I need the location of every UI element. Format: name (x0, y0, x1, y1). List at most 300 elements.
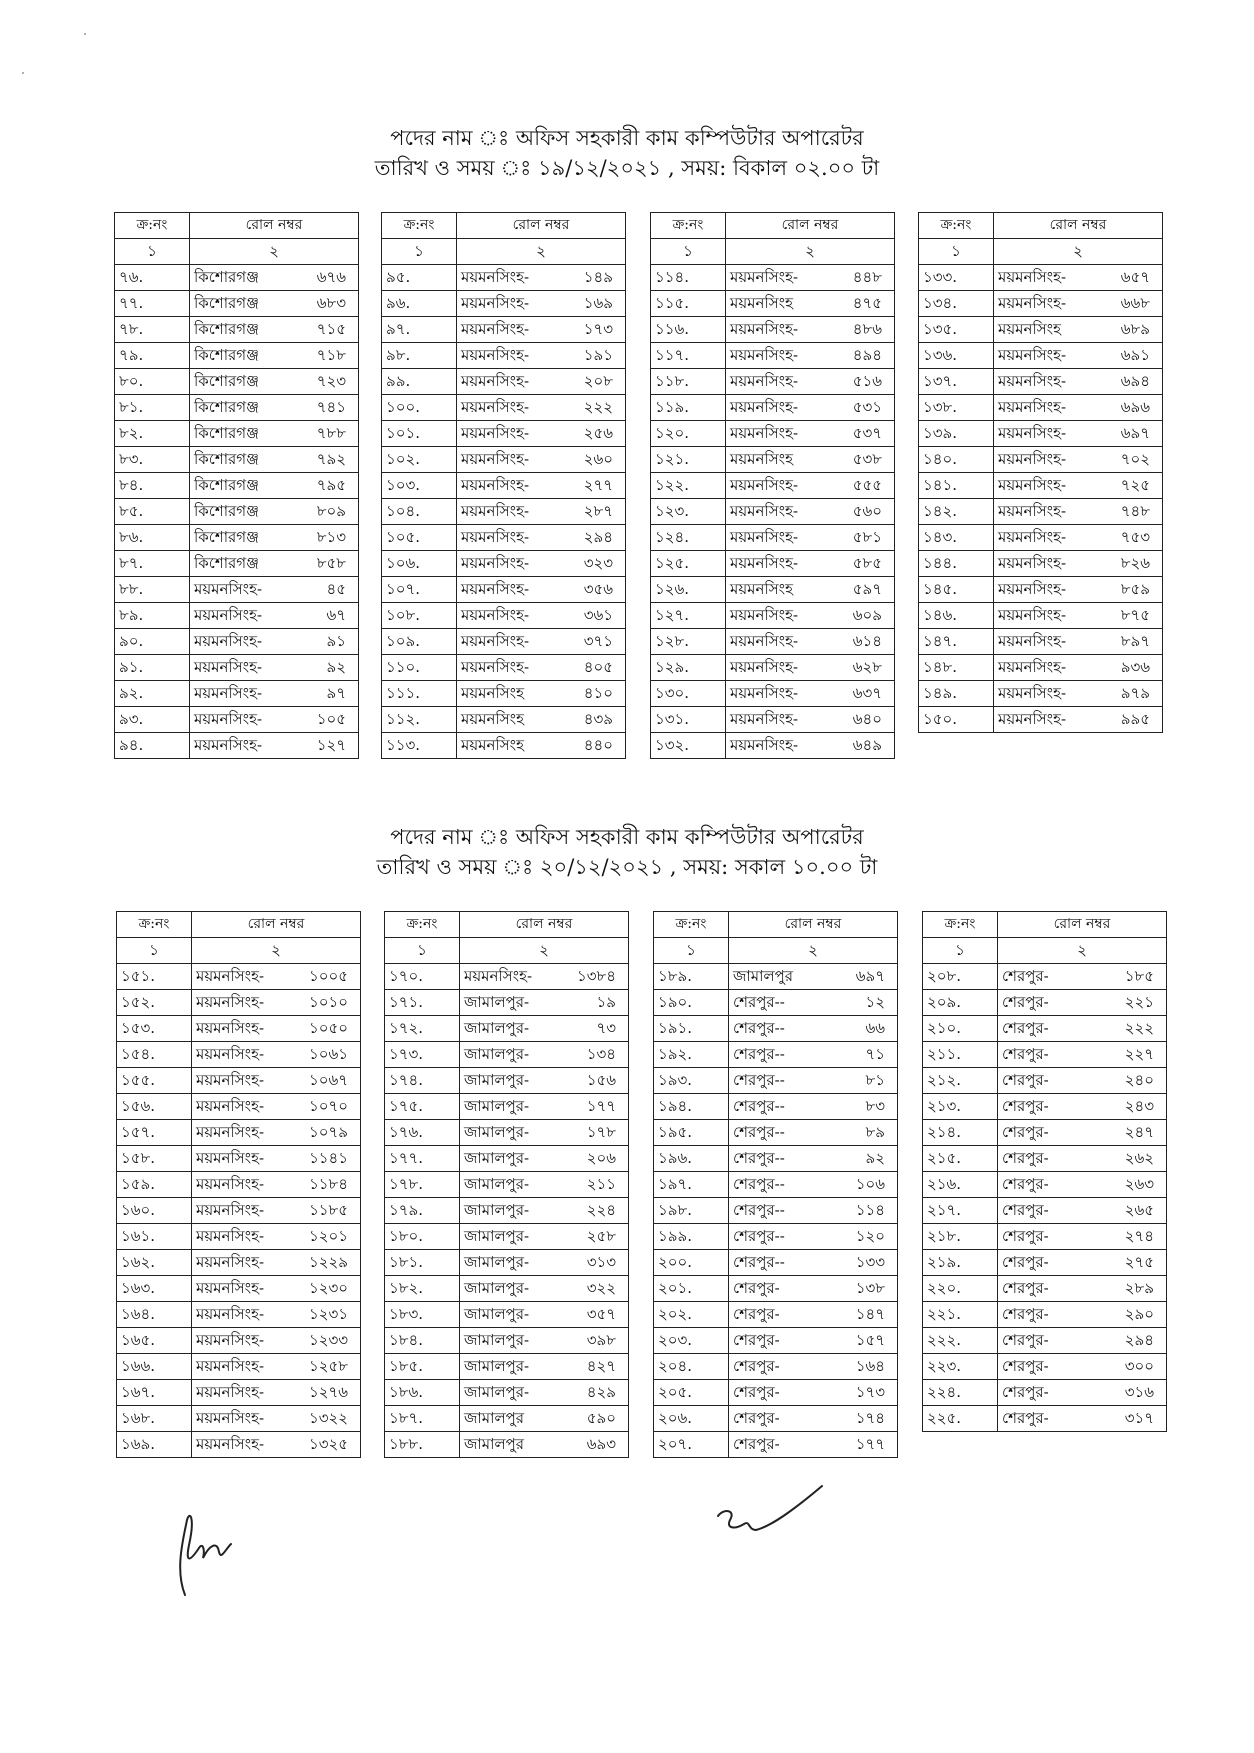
roll-number: ১৩২২ (309, 1409, 348, 1427)
serial-number: ১০৯. (382, 629, 457, 655)
roll-number: ১৩৮ (855, 1279, 885, 1297)
district-name: ময়মনসিংহ (461, 710, 524, 728)
roll-number-cell (726, 681, 895, 707)
district-name: ময়মনসিংহ- (730, 502, 799, 520)
district-name: কিশোরগঞ্জ (194, 450, 259, 468)
roll-number-cell (192, 1016, 361, 1042)
table-row (651, 369, 895, 395)
serial-number: ১১৩. (382, 733, 457, 759)
table-row (115, 395, 359, 421)
roll-table (381, 212, 626, 759)
roll-number: ৫১৬ (852, 372, 882, 390)
column-index: ১ (919, 239, 994, 265)
district-name: শেরপুর-- (733, 1201, 785, 1219)
table-row (117, 964, 361, 990)
header-row (919, 213, 1163, 239)
serial-number: ১০৬. (382, 551, 457, 577)
roll-number: ৮৭৫ (1120, 606, 1150, 624)
district-name: ময়মনসিংহ- (730, 398, 799, 416)
table-row (919, 707, 1163, 733)
roll-number-cell (190, 655, 359, 681)
roll-number: ৭৯৫ (316, 476, 346, 494)
roll-number-cell (729, 1016, 898, 1042)
serial-number: ৯৩. (115, 707, 190, 733)
table-row (117, 1172, 361, 1198)
serial-header: ক্র:নং (919, 213, 994, 239)
roll-number: ৭৪১ (316, 398, 346, 416)
roll-number-cell (994, 473, 1163, 499)
district-name: জামালপুর- (464, 993, 530, 1011)
roll-number: ১২৩৩ (309, 1331, 348, 1349)
roll-number: ৩৬১ (583, 606, 613, 624)
roll-number-cell (457, 291, 626, 317)
district-name: শেরপুর- (1002, 1253, 1049, 1271)
district-name: ময়মনসিংহ- (464, 967, 533, 985)
district-name: শেরপুর- (733, 1435, 780, 1453)
roll-number: ১১৮৪ (309, 1175, 348, 1193)
table-row (382, 681, 626, 707)
serial-number: ১৯১. (654, 1016, 729, 1042)
roll-number: ২৪৭ (1124, 1123, 1154, 1141)
serial-number: ১৮০. (385, 1224, 460, 1250)
serial-number: ১৩২. (651, 733, 726, 759)
table-row (117, 1302, 361, 1328)
serial-number: ১৭৩. (385, 1042, 460, 1068)
serial-number: ১৮৬. (385, 1380, 460, 1406)
roll-number-cell (460, 1276, 629, 1302)
roll-number: ২৪৩ (1124, 1097, 1154, 1115)
roll-number-cell (998, 1328, 1167, 1354)
roll-number-cell (457, 343, 626, 369)
roll-number: ১১৮৫ (309, 1201, 348, 1219)
table-row (117, 1250, 361, 1276)
table-row (117, 1224, 361, 1250)
table-row (654, 1016, 898, 1042)
district-name: শেরপুর- (733, 1279, 780, 1297)
column-index: ২ (729, 938, 898, 964)
table-row (654, 964, 898, 990)
roll-number-cell (190, 551, 359, 577)
roll-number-cell (729, 1042, 898, 1068)
roll-number: ১০৬ (855, 1175, 885, 1193)
table-row (117, 1380, 361, 1406)
serial-number: ১১৯. (651, 395, 726, 421)
table-row (382, 473, 626, 499)
serial-number: ১৪৪. (919, 551, 994, 577)
district-name: ময়মনসিংহ- (461, 554, 530, 572)
roll-number-cell (190, 447, 359, 473)
district-name: শেরপুর- (1002, 1409, 1049, 1427)
district-name: ময়মনসিংহ- (730, 736, 799, 754)
roll-number: ১৭৮ (586, 1123, 616, 1141)
table-row (115, 447, 359, 473)
roll-number-cell (460, 1198, 629, 1224)
serial-number: ১১১. (382, 681, 457, 707)
serial-number: ৯৬. (382, 291, 457, 317)
roll-number-cell (729, 1120, 898, 1146)
table-row (919, 499, 1163, 525)
serial-number: ১০৩. (382, 473, 457, 499)
roll-number-cell (729, 1068, 898, 1094)
table-row (654, 1276, 898, 1302)
table-row (385, 990, 629, 1016)
roll-table (922, 911, 1167, 1432)
roll-number-cell (190, 395, 359, 421)
table-row (385, 1120, 629, 1146)
district-name: কিশোরগঞ্জ (194, 268, 259, 286)
serial-number: ৮৮. (115, 577, 190, 603)
district-name: শেরপুর-- (733, 1071, 785, 1089)
table-row (385, 1380, 629, 1406)
serial-number: ১৬৪. (117, 1302, 192, 1328)
roll-number: ১৩৪ (586, 1045, 616, 1063)
serial-header: ক্র:নং (923, 912, 998, 938)
table-row (115, 707, 359, 733)
roll-number-header: রোল নম্বর (190, 213, 359, 239)
table-row (117, 1016, 361, 1042)
roll-number-cell (457, 525, 626, 551)
table-row (923, 1406, 1167, 1432)
table-row (923, 1328, 1167, 1354)
roll-number-cell (994, 603, 1163, 629)
roll-number: ৬৪০ (852, 710, 882, 728)
district-name: জামালপুর- (464, 1175, 530, 1193)
roll-number-cell (192, 1042, 361, 1068)
table-row (651, 473, 895, 499)
serial-number: ১৪৬. (919, 603, 994, 629)
table-row (651, 343, 895, 369)
district-name: জামালপুর- (464, 1253, 530, 1271)
district-name: শেরপুর-- (733, 1045, 785, 1063)
roll-number: ২২২ (1124, 1019, 1154, 1037)
roll-number: ২৯৪ (1124, 1331, 1154, 1349)
roll-number: ৩৫৭ (586, 1305, 616, 1323)
roll-table (918, 212, 1163, 733)
serial-number: ১২৯. (651, 655, 726, 681)
district-name: ময়মনসিংহ- (196, 1201, 265, 1219)
serial-number: ২০৪. (654, 1354, 729, 1380)
serial-number: ১৬৭. (117, 1380, 192, 1406)
table-row (654, 1068, 898, 1094)
roll-number-cell (994, 551, 1163, 577)
district-name: ময়মনসিংহ- (730, 684, 799, 702)
table-row (651, 395, 895, 421)
serial-number: ৯৯. (382, 369, 457, 395)
roll-number-header: রোল নম্বর (192, 912, 361, 938)
district-name: শেরপুর- (1002, 1201, 1049, 1219)
section-1-header (0, 123, 1254, 183)
serial-number: ৯১. (115, 655, 190, 681)
table-row (654, 1250, 898, 1276)
roll-number: ৭১৫ (316, 320, 346, 338)
serial-number: ১৮৩. (385, 1302, 460, 1328)
roll-number-cell (729, 1328, 898, 1354)
district-name: ময়মনসিংহ- (998, 398, 1067, 416)
district-name: কিশোরগঞ্জ (194, 398, 259, 416)
table-row (654, 1380, 898, 1406)
column-index-row (919, 239, 1163, 265)
roll-number-cell (726, 421, 895, 447)
serial-header: ক্র:নং (115, 213, 190, 239)
table-row (382, 265, 626, 291)
roll-number-cell (190, 369, 359, 395)
district-name: ময়মনসিংহ (730, 294, 793, 312)
district-name: ময়মনসিংহ- (194, 606, 263, 624)
roll-number: ৪১০ (583, 684, 613, 702)
roll-number-cell (726, 577, 895, 603)
table-row (382, 551, 626, 577)
roll-number: ৫৫৫ (852, 476, 882, 494)
roll-number-cell (457, 395, 626, 421)
table-row (919, 473, 1163, 499)
roll-number-cell (998, 1198, 1167, 1224)
roll-number-cell (994, 499, 1163, 525)
district-name: জামালপুর (464, 1409, 525, 1427)
table-row (382, 577, 626, 603)
serial-number: ১৮২. (385, 1276, 460, 1302)
table-row (919, 525, 1163, 551)
roll-number-cell (726, 707, 895, 733)
serial-number: ১৩৪. (919, 291, 994, 317)
roll-number: ২৭৫ (1124, 1253, 1154, 1271)
roll-number-cell (729, 1354, 898, 1380)
table-row (115, 291, 359, 317)
table-row (382, 317, 626, 343)
table-row (115, 499, 359, 525)
roll-number: ৬৮৯ (1120, 320, 1150, 338)
signature-left (165, 1500, 255, 1600)
roll-number-cell (460, 1432, 629, 1458)
roll-number: ১৪৭ (855, 1305, 885, 1323)
serial-number: ৭৬. (115, 265, 190, 291)
district-name: জামালপুর- (464, 1227, 530, 1245)
table-row (385, 1302, 629, 1328)
roll-number-cell (994, 577, 1163, 603)
roll-number-cell (192, 990, 361, 1016)
roll-number: ১০৫০ (309, 1019, 348, 1037)
serial-number: ২০৭. (654, 1432, 729, 1458)
roll-number-cell (190, 629, 359, 655)
district-name: জামালপুর- (464, 1383, 530, 1401)
serial-number: ২১৮. (923, 1224, 998, 1250)
column-index: ১ (117, 938, 192, 964)
roll-number: ২৯৪ (583, 528, 613, 546)
table-row (382, 733, 626, 759)
roll-number: ২২১ (1124, 993, 1154, 1011)
header-row (382, 213, 626, 239)
serial-number: ১৯০. (654, 990, 729, 1016)
roll-number-header: রোল নম্বর (726, 213, 895, 239)
serial-number: ১১২. (382, 707, 457, 733)
serial-number: ৮৫. (115, 499, 190, 525)
serial-number: ১০৭. (382, 577, 457, 603)
district-name: ময়মনসিংহ- (196, 1305, 265, 1323)
table-row (919, 603, 1163, 629)
roll-number-cell (726, 525, 895, 551)
serial-number: ১১৮. (651, 369, 726, 395)
roll-number-cell (998, 1380, 1167, 1406)
district-name: ময়মনসিংহ- (730, 710, 799, 728)
roll-number-cell (726, 603, 895, 629)
district-name: শেরপুর- (1002, 1227, 1049, 1245)
roll-number-cell (729, 1302, 898, 1328)
district-name: ময়মনসিংহ- (461, 658, 530, 676)
header-row (117, 912, 361, 938)
district-name: ময়মনসিংহ (998, 320, 1061, 338)
roll-number-cell (726, 447, 895, 473)
column-index-row (654, 938, 898, 964)
table-row (923, 1380, 1167, 1406)
serial-number: ১৭৭. (385, 1146, 460, 1172)
roll-number-cell (190, 525, 359, 551)
serial-number: ৭৮. (115, 317, 190, 343)
district-name: শেরপুর-- (733, 1019, 785, 1037)
serial-number: ৮৭. (115, 551, 190, 577)
roll-number: ২৫৮ (586, 1227, 616, 1245)
district-name: ময়মনসিংহ- (461, 346, 530, 364)
roll-number: ৩১৬ (1124, 1383, 1154, 1401)
serial-number: ১৫৫. (117, 1068, 192, 1094)
roll-number-cell (192, 1432, 361, 1458)
roll-number-cell (190, 421, 359, 447)
roll-table (650, 212, 895, 759)
serial-number: ১৪০. (919, 447, 994, 473)
table-row (923, 1276, 1167, 1302)
roll-number-cell (994, 265, 1163, 291)
table-row (919, 343, 1163, 369)
roll-number-cell (460, 1068, 629, 1094)
district-name: শেরপুর- (1002, 1019, 1049, 1037)
roll-number-cell (994, 655, 1163, 681)
roll-number: ২১১ (586, 1175, 616, 1193)
table-row (385, 1276, 629, 1302)
roll-number-cell (460, 1380, 629, 1406)
roll-number-cell (460, 1328, 629, 1354)
roll-number: ৩২৩ (583, 554, 613, 572)
district-name: শেরপুর- (1002, 967, 1049, 985)
table-row (117, 1068, 361, 1094)
district-name: শেরপুর- (1002, 1123, 1049, 1141)
serial-number: ১৬০. (117, 1198, 192, 1224)
district-name: ময়মনসিংহ- (196, 1409, 265, 1427)
district-name: শেরপুর- (1002, 1279, 1049, 1297)
table-row (919, 447, 1163, 473)
serial-number: ১৯৭. (654, 1172, 729, 1198)
roll-number-cell (729, 1146, 898, 1172)
district-name: ময়মনসিংহ- (998, 658, 1067, 676)
roll-number: ৪৩৯ (583, 710, 613, 728)
district-name: জামালপুর- (464, 1201, 530, 1219)
roll-number: ৬২৮ (852, 658, 882, 676)
serial-number: ৮৯. (115, 603, 190, 629)
date-time-line: তারিখ ও সময় ঃ ২০/১২/২০২১ , সময়: সকাল ১০.০০ টা (376, 855, 878, 879)
table-row (385, 1094, 629, 1120)
serial-number: ১৭১. (385, 990, 460, 1016)
table-row (385, 964, 629, 990)
serial-number: ১২৩. (651, 499, 726, 525)
roll-number-cell (726, 733, 895, 759)
roll-number: ১৫৭ (855, 1331, 885, 1349)
serial-number: ১২৭. (651, 603, 726, 629)
roll-number: ৫৮১ (852, 528, 882, 546)
table-row (919, 655, 1163, 681)
district-name: শেরপুর- (1002, 1071, 1049, 1089)
roll-number: ৭১ (865, 1045, 885, 1063)
district-name: শেরপুর-- (733, 1097, 785, 1115)
roll-number-cell (460, 1120, 629, 1146)
district-name: শেরপুর- (1002, 993, 1049, 1011)
roll-number-cell (457, 603, 626, 629)
roll-number-cell (457, 707, 626, 733)
column-index: ১ (654, 938, 729, 964)
serial-number: ১৫২. (117, 990, 192, 1016)
district-name: শেরপুর- (1002, 1149, 1049, 1167)
roll-number: ১৮৫ (1124, 967, 1154, 985)
serial-number: ১০০. (382, 395, 457, 421)
roll-number: ৭৪৮ (1120, 502, 1150, 520)
district-name: ময়মনসিংহ- (998, 684, 1067, 702)
serial-number: ৭৯. (115, 343, 190, 369)
roll-number: ৬৯৭ (1120, 424, 1150, 442)
roll-number: ১০১০ (309, 993, 348, 1011)
district-name: ময়মনসিংহ- (196, 1019, 265, 1037)
district-name: ময়মনসিংহ- (196, 1253, 265, 1271)
district-name: কিশোরগঞ্জ (194, 528, 259, 546)
serial-number: ২০৮. (923, 964, 998, 990)
serial-header: ক্র:নং (385, 912, 460, 938)
roll-number-cell (726, 629, 895, 655)
serial-number: ১৫৪. (117, 1042, 192, 1068)
table-row (923, 1146, 1167, 1172)
serial-header: ক্র:নং (651, 213, 726, 239)
table-row (115, 369, 359, 395)
roll-number: ২০৮ (583, 372, 613, 390)
district-name: ময়মনসিংহ- (461, 372, 530, 390)
roll-number: ৬৭ (326, 606, 346, 624)
serial-number: ৯৮. (382, 343, 457, 369)
serial-number: ১৬১. (117, 1224, 192, 1250)
serial-number: ২০০. (654, 1250, 729, 1276)
roll-number-cell (460, 990, 629, 1016)
roll-number-cell (726, 551, 895, 577)
roll-number-cell (460, 1250, 629, 1276)
table-row (654, 1172, 898, 1198)
district-name: ময়মনসিংহ- (730, 424, 799, 442)
header-row (654, 912, 898, 938)
table-row (651, 291, 895, 317)
district-name: শেরপুর-- (733, 1175, 785, 1193)
district-name: শেরপুর- (1002, 1175, 1049, 1193)
roll-number: ১১৪১ (309, 1149, 348, 1167)
roll-number-cell (729, 1250, 898, 1276)
column-index: ১ (385, 938, 460, 964)
roll-table (114, 212, 359, 759)
roll-number: ১০৭৯ (309, 1123, 348, 1141)
serial-number: ১৪৮. (919, 655, 994, 681)
roll-number: ৬৪৯ (852, 736, 882, 754)
table-row (117, 1094, 361, 1120)
serial-number: ১৭৬. (385, 1120, 460, 1146)
serial-number: ১৫৩. (117, 1016, 192, 1042)
roll-number: ৬১৪ (852, 632, 882, 650)
header-row (115, 213, 359, 239)
roll-number: ৯৩৬ (1120, 658, 1150, 676)
roll-number: ৬৬৮ (1120, 294, 1150, 312)
serial-number: ১৬৫. (117, 1328, 192, 1354)
roll-number: ১০৬১ (309, 1045, 348, 1063)
table-row (651, 447, 895, 473)
serial-number: ২২৫. (923, 1406, 998, 1432)
